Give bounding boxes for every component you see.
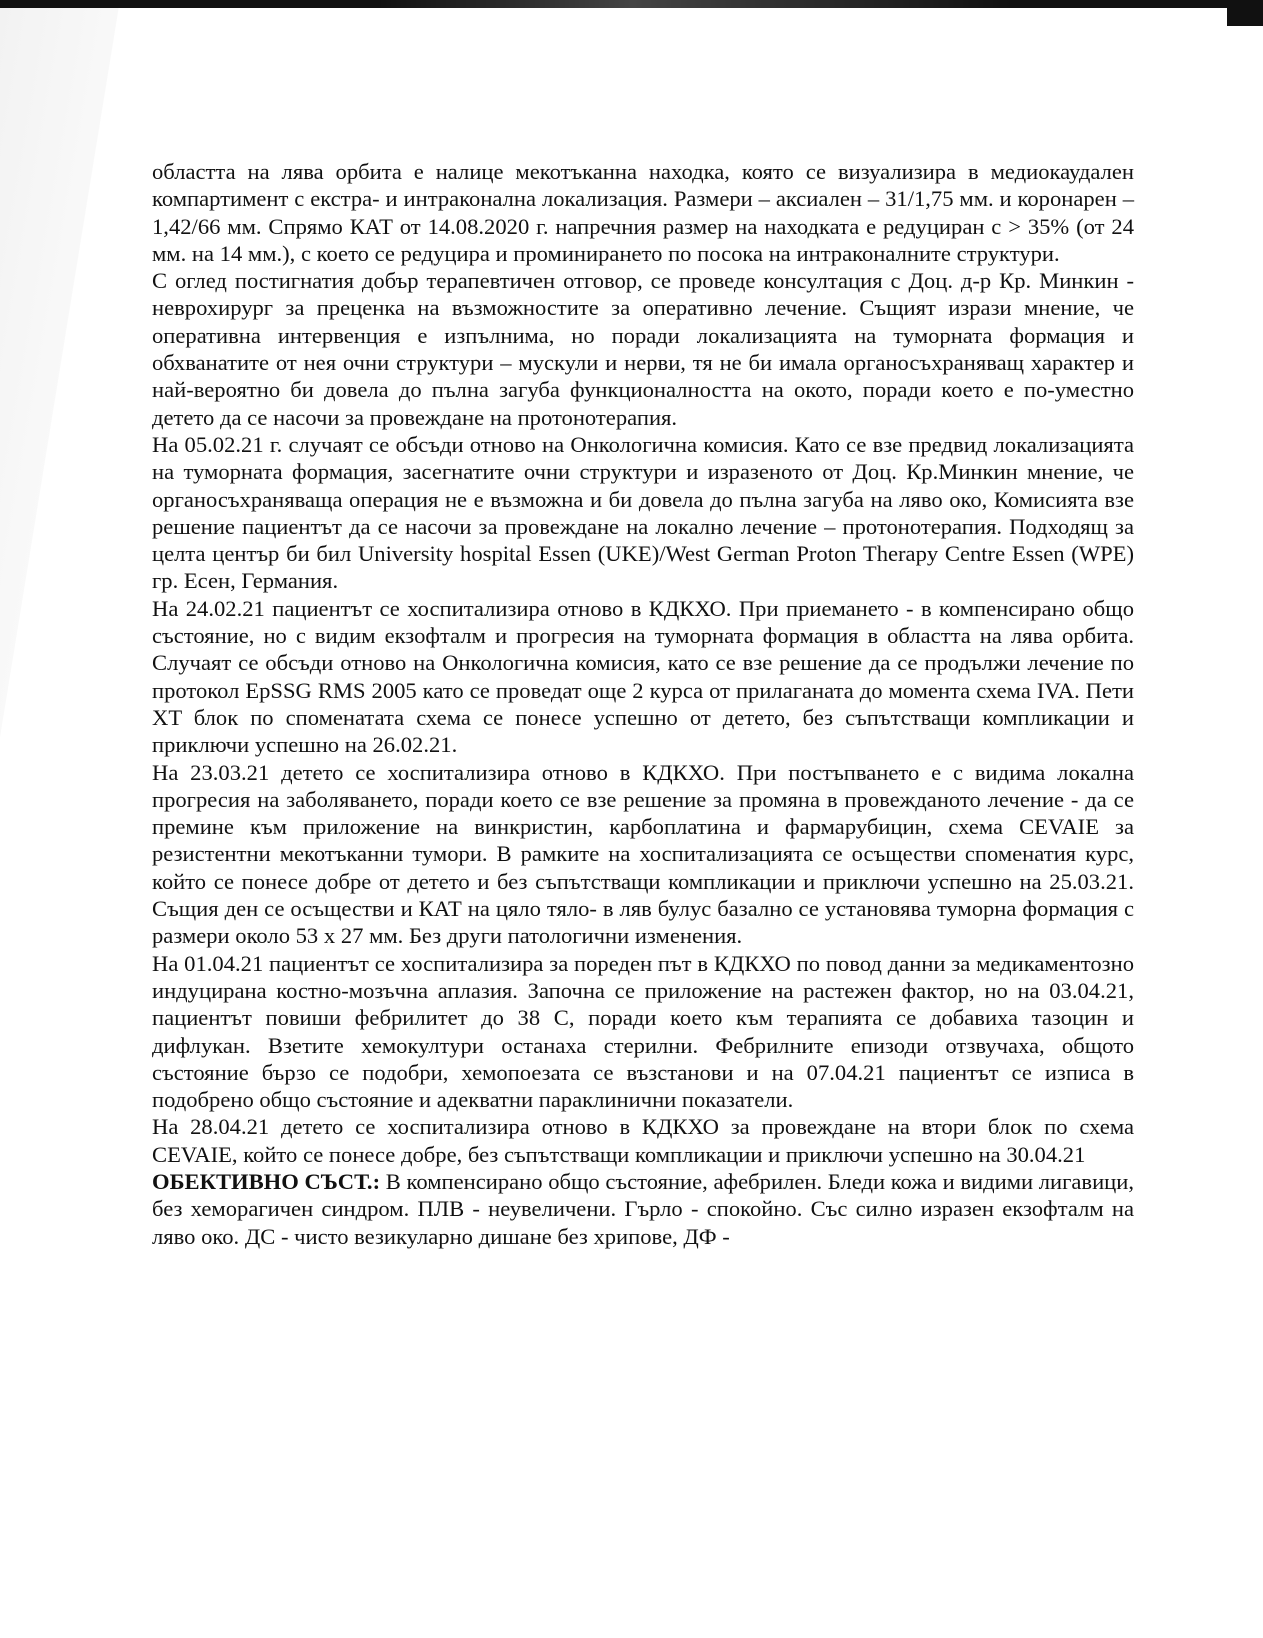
paragraph-text: В компенсирано общо състояние, афебрилен. Бледи кожа и видими лигавици, без хеморагичен синдром. ПЛВ - неувеличени. Гърло - спокойно. Със силно изразен екзофталм на ляво око. ДС - чисто везикуларно дишане без хрипове, ДФ -: [152, 1168, 1135, 1249]
paragraph-text: С оглед постигнатия добър терапевтичен отговор, се проведе консултация с Доц. д-р Кр. Минкин - неврохирург за преценка на възможностите за оперативно лечение. Същият изрази мнение, че оперативна интервенция е изпълнима, но поради локализацията на туморната формация и обхванатите от нея очни структури – мускули и нерви, тя не би имала органосъхраняващ характер и най-вероятно би довела до пълна загуба функционалността на окото, поради което е по-уместно детето да се насочи за провеждане на протонотерапия.: [152, 268, 1134, 430]
scan-edge-shadow: [0, 0, 120, 1638]
paragraph-oncology-commission: [152, 431, 1134, 595]
paragraph-hospitalization-apr28: [152, 1113, 1134, 1168]
paragraph-hospitalization-apr1: [152, 950, 1134, 1114]
paragraph-text: На 24.02.21 пациентът се хоспитализира отново в КДКХО. При приемането - в компенсирано общо състояние, но с видим екзофталм и прогресия на туморната формация в областта на лява орбита. Случаят се обсъди отново на Онкологична комисия, като се взе решение да се продължи лечение по протокол EpSSG RMS 2005 като се проведат още 2 курса от прилаганата до момента схема IVA. Пети XT блок по споменатата схема се понесе успешно от детето, без съпътстващи компликации и приключи успешно на 26.02.21.: [152, 595, 1134, 758]
section-label: ОБЕКТИВНО СЪСТ.:: [152, 1168, 381, 1194]
paragraph-text: На 05.02.21 г. случаят се обсъди отново на Онкологична комисия. Като се взе предвид локализацията на туморната формация, засегнатите очни структури и изразеното от Доц. Кр.Минкин мнение, че органосъхраняваща операция не е възможна и би довела до пълна загуба на ляво око, Комисията взе решение пациентът да се насочи за провеждане на локално лечение – протонотерапия. Подходящ за целта център би бил University hospital Essen (UKE)/West German Proton Therapy Centre Essen (WPE) гр. Есен, Германия.: [152, 431, 1134, 594]
scan-top-border: [0, 0, 1263, 8]
paragraph-text: областта на лява орбита е налице мекотъканна находка, която се визуализира в медиокаудален компартимент с екстра- и интраконална локализация. Размери – аксиален – 31/1,75 мм. и коронарен – 1,42/66 мм. Спрямо КАТ от 14.08.2020 г. напречния размер на находката е редуциран с > 35% (от 24 мм. на 14 мм.), с което се редуцира и проминирането по посока на интраконалните структури.: [152, 159, 1134, 266]
paragraph-hospitalization-feb: [152, 595, 1134, 759]
scan-corner-mark: [1227, 0, 1263, 26]
paragraph-text: На 01.04.21 пациентът се хоспитализира за пореден път в КДКХО по повод данни за медикаментозно индуцирана костно-мозъчна аплазия. Започна се приложение на растежен фактор, но на 03.04.21, пациентът повиши фебрилитет до 38 С, поради което към терапията се добавиха тазоцин и дифлукан. Взетите хемокултури останаха стерилни. Фебрилните епизоди отзвучаха, общото състояние бързо се подобри, хемопоезата се възстанови и на 07.04.21 пациентът се изписа в подобрено общо състояние и адекватни параклинични показатели.: [152, 950, 1134, 1113]
document-page: [152, 158, 1134, 1250]
paragraph-neurosurgery-consult: [152, 267, 1134, 431]
paragraph-text: На 23.03.21 детето се хоспитализира отново в КДКХО. При постъпването е с видима локална прогресия на заболяването, поради което се взе решение за промяна в провежданото лечение - да се премине към приложение на винкристин, карбоплатина и фармарубицин, схема CEVAIE за резистентни мекотъканни тумори. В рамките на хоспитализацията се осъществи споменатия курс, който се понесе добре от детето и без съпътстващи компликации и приключи успешно на 25.03.21. Същия ден се осъществи и КАТ на цяло тяло- в ляв булус базално се установява туморна формация с размери около 53 x 27 мм. Без други патологични изменения.: [152, 759, 1134, 949]
paragraph-objective-status: [152, 1168, 1134, 1250]
paragraph-text: На 28.04.21 детето се хоспитализира отново в КДКХО за провеждане на втори блок по схема CEVAIE, който се понесе добре, без съпътстващи компликации и приключи успешно на 30.04.21: [152, 1114, 1134, 1167]
paragraph-hospitalization-mar: [152, 759, 1134, 950]
paragraph-mri-findings: [152, 158, 1134, 267]
